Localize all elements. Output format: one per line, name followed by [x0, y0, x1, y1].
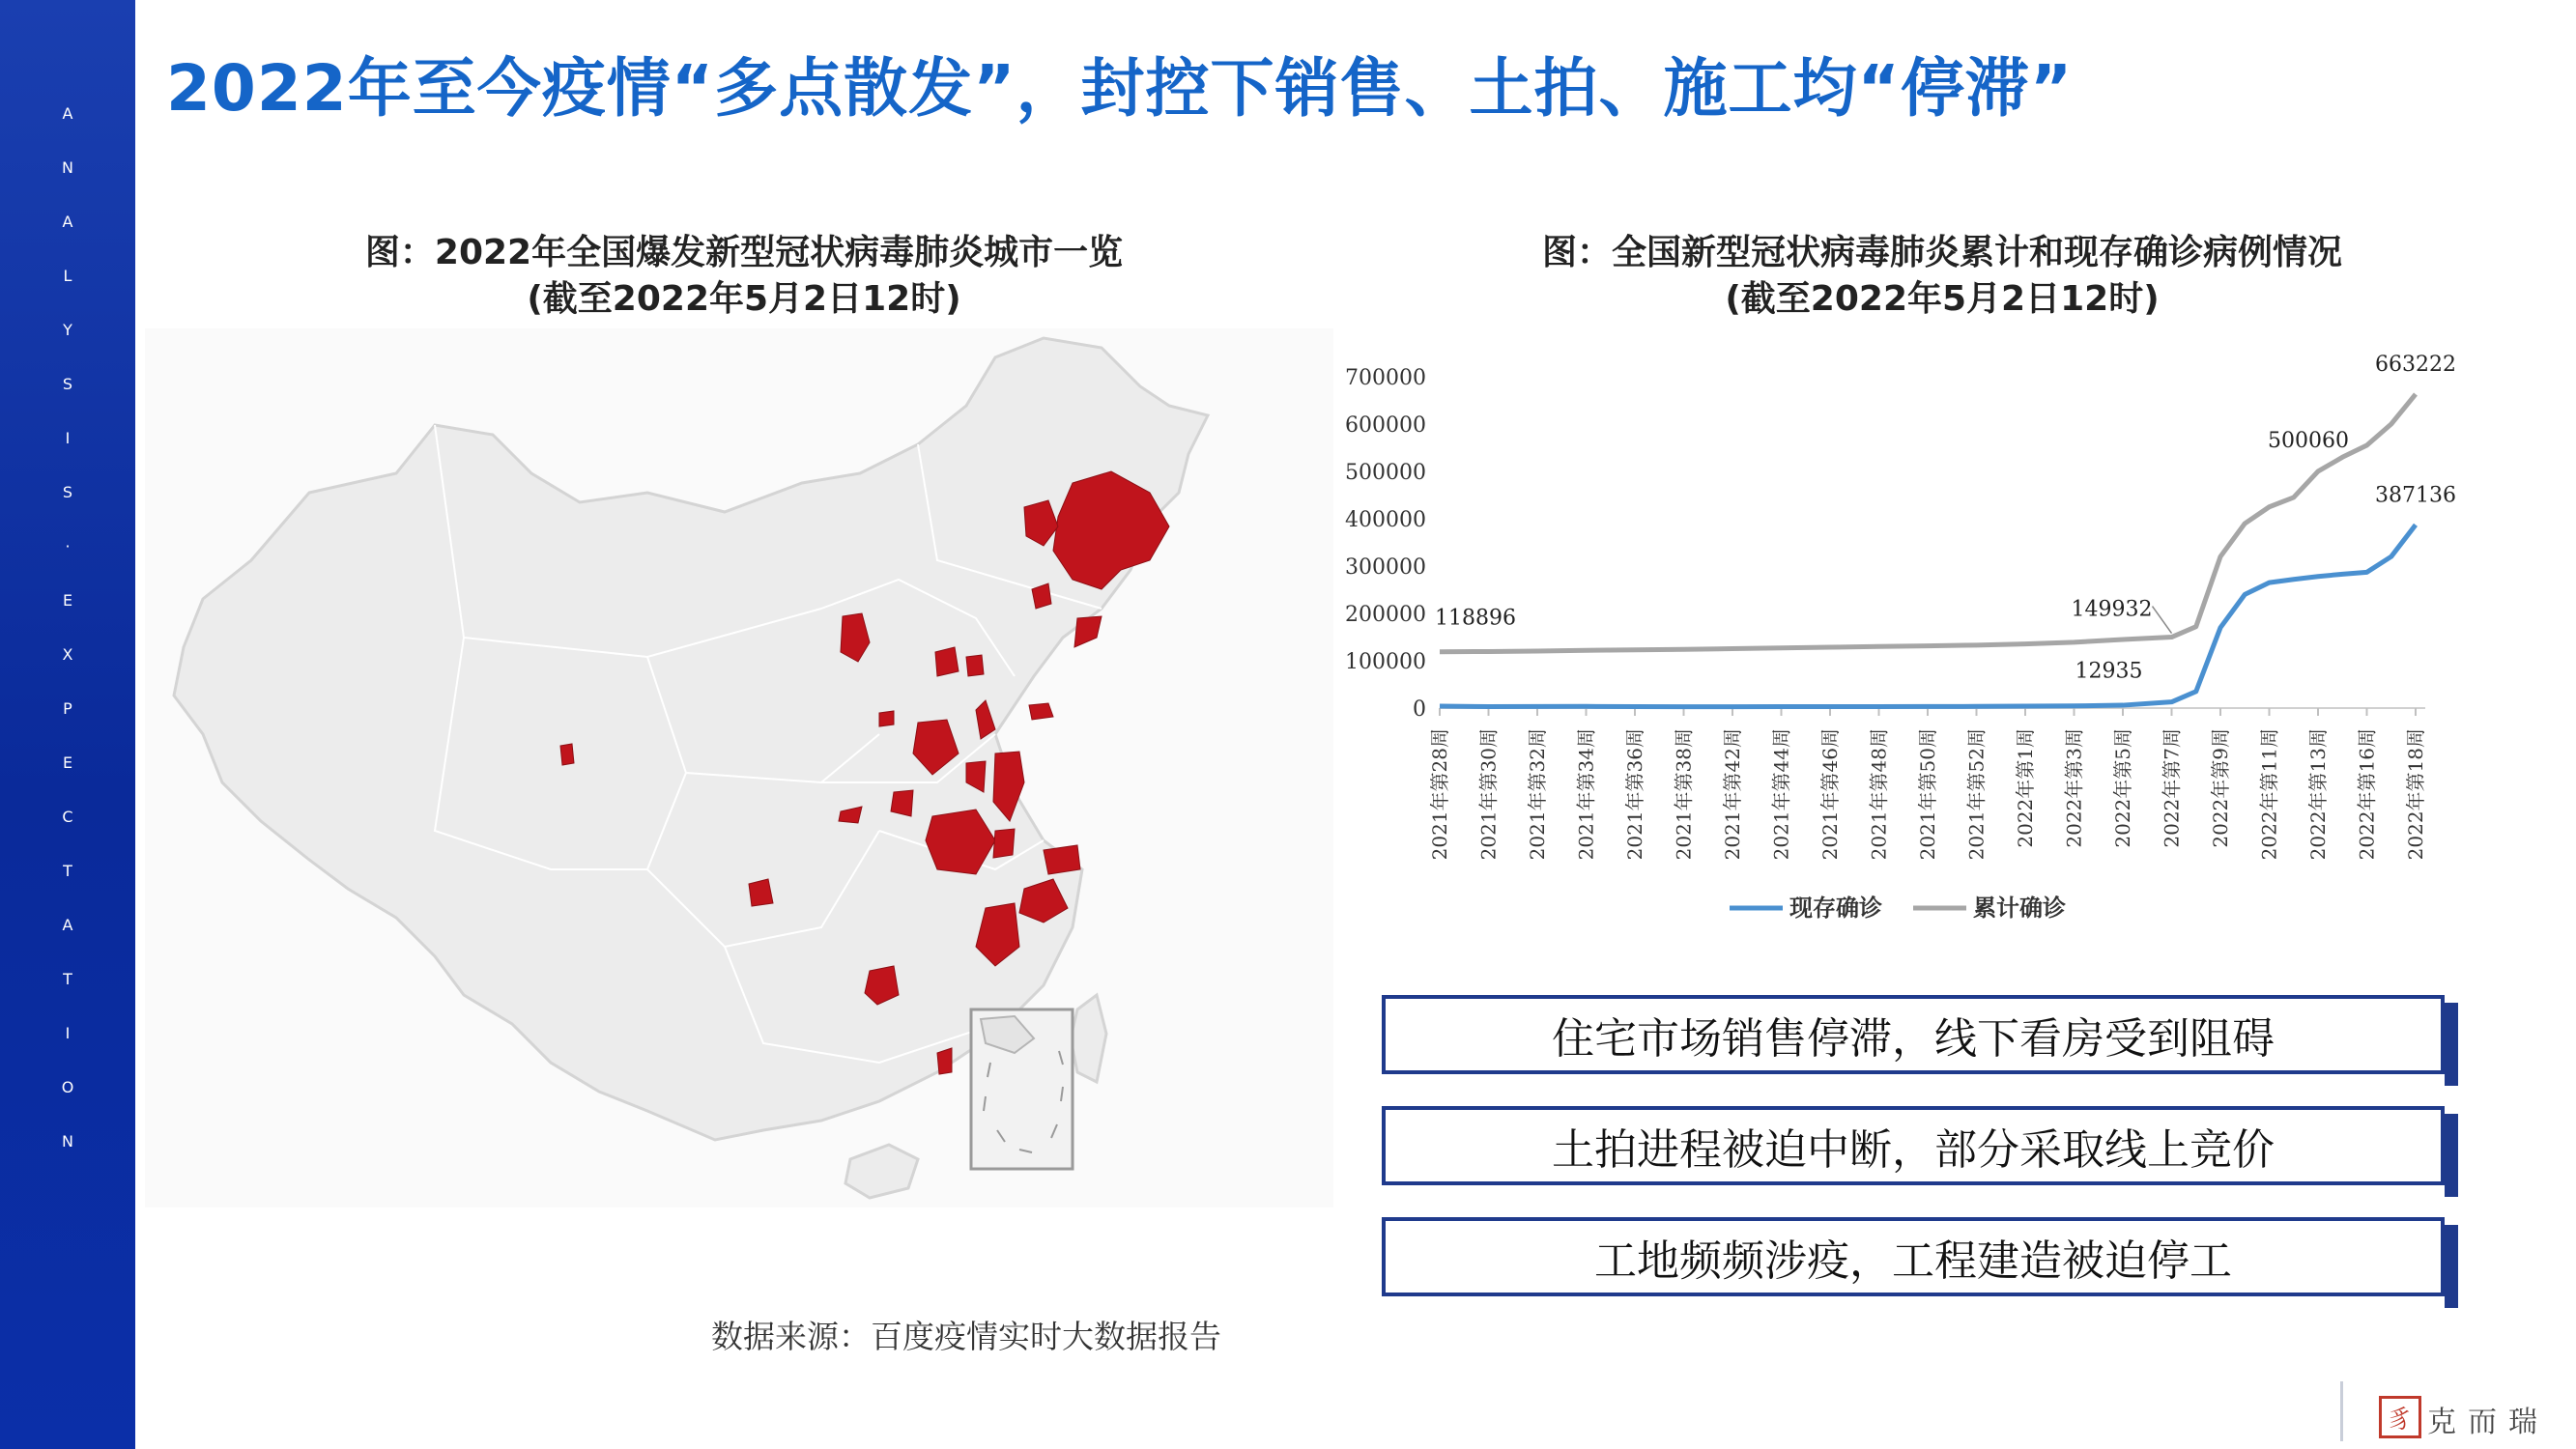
- side-letter: I: [65, 1024, 71, 1042]
- china-outbreak-map: [145, 328, 1333, 1208]
- point-text-3: 工地频频涉疫，工程建造被迫停工: [1594, 1236, 2232, 1286]
- data-label-leader: [2153, 607, 2172, 634]
- covid-cases-line-chart: [1304, 348, 2493, 947]
- side-letter: Y: [63, 321, 72, 339]
- data-label: 12935: [2075, 659, 2143, 684]
- side-letter: A: [62, 104, 73, 123]
- logo-divider: [2340, 1381, 2343, 1441]
- point-box-3-shadow: [2445, 1225, 2458, 1308]
- side-letter: S: [62, 483, 73, 501]
- y-tick-label: 300000: [1345, 555, 1426, 580]
- data-label: 387136: [2375, 483, 2456, 508]
- chart-caption-line1: 图：全国新型冠状病毒肺炎累计和现存确诊病例情况: [1541, 233, 2342, 272]
- x-tick-label: 2021年第44周: [1769, 728, 1793, 861]
- side-letter: N: [62, 1132, 73, 1151]
- y-tick-label: 0: [1413, 697, 1426, 722]
- x-tick-label: 2021年第28周: [1428, 728, 1451, 861]
- x-tick-label: 2022年第18周: [2404, 728, 2427, 861]
- point-box-2-shadow: [2445, 1114, 2458, 1197]
- logo-seal: 豸: [2379, 1396, 2421, 1438]
- side-letter: E: [62, 753, 73, 772]
- point-box-1-shadow: [2445, 1003, 2458, 1086]
- map-caption-line2: (截至2022年5月2日12时): [527, 279, 961, 319]
- legend-label-cumulative: 累计确诊: [1973, 894, 2066, 922]
- map-caption: [309, 230, 1179, 323]
- x-tick-label: 2022年第16周: [2355, 728, 2379, 861]
- side-letter: S: [62, 375, 73, 393]
- x-tick-label: 2021年第34周: [1574, 728, 1598, 861]
- data-label: 149932: [2071, 597, 2153, 622]
- side-letter: T: [63, 970, 72, 988]
- side-letter: O: [61, 1078, 74, 1096]
- side-letter: E: [62, 591, 73, 610]
- side-vertical-text: [60, 87, 75, 1169]
- side-letter: C: [62, 808, 73, 826]
- data-label: 118896: [1435, 606, 1516, 631]
- x-tick-label: 2021年第38周: [1672, 728, 1696, 861]
- y-tick-label: 700000: [1345, 366, 1426, 390]
- side-letter: A: [62, 213, 73, 231]
- y-tick-label: 400000: [1345, 508, 1426, 532]
- point-text-2: 土拍进程被迫中断，部分采取线上竞价: [1552, 1125, 2275, 1175]
- x-tick-label: 2022年第1周: [2014, 728, 2037, 848]
- slide-title: 2022年至今疫情“多点散发”，封控下销售、土拍、施工均“停滞”: [166, 51, 2074, 126]
- x-tick-label: 2022年第3周: [2062, 728, 2086, 848]
- data-label: 663222: [2375, 353, 2456, 378]
- data-source-note: 数据来源：百度疫情实时大数据报告: [711, 1318, 1221, 1355]
- x-tick-label: 2021年第36周: [1623, 728, 1646, 861]
- data-label: 500060: [2268, 428, 2349, 453]
- side-letter: L: [63, 267, 72, 285]
- side-letter: N: [62, 158, 73, 177]
- x-tick-label: 2021年第52周: [1964, 728, 1989, 861]
- point-box-3: [1382, 1217, 2445, 1296]
- x-tick-label: 2022年第5周: [2111, 728, 2134, 848]
- point-text-1: 住宅市场销售停滞，线下看房受到阻碍: [1552, 1014, 2275, 1064]
- map-caption-line1: 图：2022年全国爆发新型冠状病毒肺炎城市一览: [364, 233, 1124, 272]
- y-tick-label: 200000: [1345, 603, 1426, 627]
- side-letter: I: [65, 429, 71, 447]
- x-tick-label: 2022年第7周: [2160, 728, 2184, 848]
- x-tick-label: 2021年第48周: [1867, 728, 1891, 861]
- side-letter: P: [63, 699, 72, 718]
- chart-caption-line2: (截至2022年5月2日12时): [1725, 279, 2160, 319]
- south-china-sea-inset: [971, 1009, 1073, 1169]
- legend-label-current: 现存确诊: [1789, 894, 1882, 922]
- x-tick-label: 2022年第11周: [2257, 728, 2281, 861]
- sidebar: [0, 0, 135, 1449]
- y-tick-label: 500000: [1345, 461, 1426, 485]
- series-line-current: [1440, 525, 2416, 706]
- y-tick-label: 100000: [1345, 650, 1426, 674]
- x-tick-label: 2021年第30周: [1476, 728, 1501, 861]
- point-box-2: [1382, 1106, 2445, 1185]
- logo-text: 克而瑞: [2427, 1406, 2549, 1439]
- x-tick-label: 2021年第42周: [1721, 728, 1744, 861]
- y-tick-label: 600000: [1345, 413, 1426, 438]
- x-tick-label: 2021年第50周: [1916, 728, 1939, 861]
- x-tick-label: 2021年第46周: [1818, 728, 1842, 861]
- chart-caption-block: [1411, 230, 2474, 323]
- side-letter: X: [62, 645, 73, 664]
- side-letter: T: [63, 862, 72, 880]
- x-tick-label: 2021年第32周: [1526, 728, 1549, 861]
- x-tick-label: 2022年第9周: [2209, 728, 2232, 848]
- side-letter: ·: [65, 537, 71, 555]
- side-letter: A: [62, 916, 73, 934]
- point-box-1: [1382, 995, 2445, 1074]
- x-tick-label: 2022年第13周: [2306, 728, 2330, 861]
